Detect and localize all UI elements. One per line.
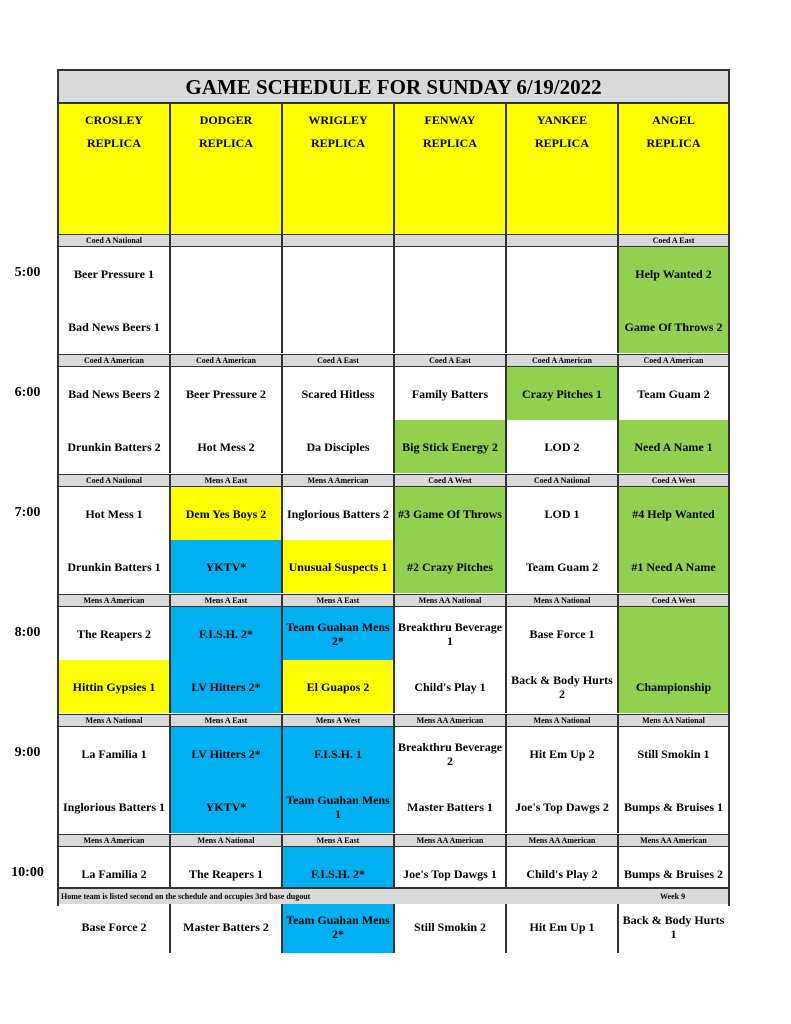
field-name: CROSLEY xyxy=(84,113,143,127)
time-slot xyxy=(59,607,728,713)
division-label: Mens AA National xyxy=(395,594,507,607)
home-team-cell: Need A Name 1 xyxy=(619,420,728,473)
footer-note: Home team is listed second on the schedule and occupies 3rd base dugout xyxy=(61,892,311,901)
division-label: Coed A National xyxy=(59,234,171,247)
field-header-angel xyxy=(619,104,728,234)
division-label xyxy=(507,234,619,247)
field-name: FENWAY xyxy=(424,113,476,127)
schedule-sheet xyxy=(57,69,730,941)
field-header-fenway xyxy=(395,104,507,234)
home-team-cell: Master Batters 2 xyxy=(171,900,283,953)
home-team-cell: Big Stick Energy 2 xyxy=(395,420,507,473)
field-name: YANKEE xyxy=(536,113,588,127)
home-team-cell: LV Hitters 2* xyxy=(171,660,283,713)
division-label: Coed A American xyxy=(619,354,728,367)
field-header-dodger xyxy=(171,104,283,234)
home-team-cell: Bad News Beers 1 xyxy=(59,300,171,353)
division-label: Mens A National xyxy=(507,594,619,607)
away-team-cell xyxy=(395,247,507,300)
division-row xyxy=(59,834,728,847)
away-team-cell: LV Hitters 2* xyxy=(171,727,283,780)
division-label: Mens A American xyxy=(59,594,171,607)
division-label: Coed A East xyxy=(619,234,728,247)
division-label: Mens A East xyxy=(283,594,395,607)
home-team-cell: Child's Play 1 xyxy=(395,660,507,713)
away-team-cell: Breakthru Beverage 1 xyxy=(395,607,507,660)
away-team-cell: F.I.S.H. 2* xyxy=(171,607,283,660)
away-team-cell: Team Guahan Mens 2* xyxy=(283,607,395,660)
away-team-cell: Inglorious Batters 2 xyxy=(283,487,395,540)
time-slot xyxy=(59,487,728,593)
field-header-wrigley xyxy=(283,104,395,234)
away-team-cell: La Familia 2 xyxy=(59,847,171,900)
away-team-cell xyxy=(283,247,395,300)
time-label: 5:00 xyxy=(14,265,41,280)
field-header-row xyxy=(59,104,728,234)
division-row xyxy=(59,594,728,607)
home-team-cell: Team Guahan Mens 1 xyxy=(283,780,395,833)
away-team-cell: The Reapers 1 xyxy=(171,847,283,900)
division-label: Mens A West xyxy=(283,714,395,727)
home-team-cell: #1 Need A Name xyxy=(619,540,728,593)
field-header-yankee xyxy=(507,104,619,234)
field-name: ANGEL xyxy=(652,113,695,127)
division-row xyxy=(59,234,728,247)
home-team-cell xyxy=(395,300,507,353)
away-team-cell: #4 Help Wanted xyxy=(619,487,728,540)
home-team-cell: Bumps & Bruises 1 xyxy=(619,780,728,833)
division-label: Mens AA American xyxy=(395,714,507,727)
division-label: Mens AA American xyxy=(619,834,728,847)
away-team-cell: Breakthru Beverage 2 xyxy=(395,727,507,780)
page-title: GAME SCHEDULE FOR SUNDAY 6/19/2022 xyxy=(59,71,728,104)
home-team-cell: Joe's Top Dawgs 2 xyxy=(507,780,619,833)
field-name: DODGER xyxy=(199,113,253,127)
away-team-cell: Family Batters xyxy=(395,367,507,420)
home-team-cell: Drunkin Batters 1 xyxy=(59,540,171,593)
away-team-cell: Beer Pressure 1 xyxy=(59,247,171,300)
footer xyxy=(59,887,728,904)
division-label: Mens A National xyxy=(59,714,171,727)
away-team-cell xyxy=(619,607,728,660)
away-team-cell: Dem Yes Boys 2 xyxy=(171,487,283,540)
home-team-cell: #2 Crazy Pitches xyxy=(395,540,507,593)
home-team-cell: Da Disciples xyxy=(283,420,395,473)
away-team-cell: Bumps & Bruises 2 xyxy=(619,847,728,900)
home-team-cell: El Guapos 2 xyxy=(283,660,395,713)
division-label: Mens A East xyxy=(283,834,395,847)
away-team-cell: Crazy Pitches 1 xyxy=(507,367,619,420)
time-slot xyxy=(59,247,728,353)
time-label: 10:00 xyxy=(11,865,44,880)
home-team-cell: Game Of Throws 2 xyxy=(619,300,728,353)
home-team-cell: LOD 2 xyxy=(507,420,619,473)
home-team-cell: Team Guam 2 xyxy=(507,540,619,593)
away-team-cell: Bad News Beers 2 xyxy=(59,367,171,420)
division-label: Coed A East xyxy=(283,354,395,367)
division-label: Coed A American xyxy=(507,354,619,367)
home-team-cell xyxy=(283,300,395,353)
home-team-cell: Hit Em Up 1 xyxy=(507,900,619,953)
home-team-cell: Unusual Suspects 1 xyxy=(283,540,395,593)
away-team-cell: Beer Pressure 2 xyxy=(171,367,283,420)
away-team-cell: F.I.S.H. 2* xyxy=(283,847,395,900)
field-kind: REPLICA xyxy=(86,136,141,150)
away-team-cell xyxy=(507,247,619,300)
division-label: Mens A East xyxy=(171,714,283,727)
field-name: WRIGLEY xyxy=(308,113,368,127)
division-row xyxy=(59,354,728,367)
division-label: Coed A East xyxy=(395,354,507,367)
away-team-cell: Help Wanted 2 xyxy=(619,247,728,300)
time-label: 8:00 xyxy=(14,625,41,640)
home-team-cell: Championship xyxy=(619,660,728,713)
away-team-cell: Hot Mess 1 xyxy=(59,487,171,540)
home-team-cell: Inglorious Batters 1 xyxy=(59,780,171,833)
division-label: Coed A National xyxy=(507,474,619,487)
division-label: Coed A West xyxy=(619,594,728,607)
week-label: Week 9 xyxy=(660,892,686,901)
away-team-cell: Hit Em Up 2 xyxy=(507,727,619,780)
division-label: Mens A National xyxy=(171,834,283,847)
time-slot xyxy=(59,727,728,833)
division-label: Mens A American xyxy=(59,834,171,847)
away-team-cell: LOD 1 xyxy=(507,487,619,540)
division-label xyxy=(171,234,283,247)
division-label: Mens A National xyxy=(507,714,619,727)
away-team-cell xyxy=(171,247,283,300)
division-row xyxy=(59,714,728,727)
division-label: Mens A American xyxy=(283,474,395,487)
division-label: Coed A West xyxy=(395,474,507,487)
away-team-cell: #3 Game Of Throws xyxy=(395,487,507,540)
home-team-cell: Hot Mess 2 xyxy=(171,420,283,473)
division-label: Coed A West xyxy=(619,474,728,487)
division-label: Coed A National xyxy=(59,474,171,487)
division-label: Mens AA American xyxy=(395,834,507,847)
home-team-cell: Hittin Gypsies 1 xyxy=(59,660,171,713)
division-label: Mens AA American xyxy=(507,834,619,847)
division-label: Mens A East xyxy=(171,474,283,487)
field-kind: REPLICA xyxy=(534,136,589,150)
time-slot xyxy=(59,367,728,473)
home-team-cell xyxy=(171,300,283,353)
away-team-cell: Child's Play 2 xyxy=(507,847,619,900)
field-kind: REPLICA xyxy=(198,136,253,150)
away-team-cell: F.I.S.H. 1 xyxy=(283,727,395,780)
division-label xyxy=(395,234,507,247)
division-label: Coed A American xyxy=(171,354,283,367)
time-label: 6:00 xyxy=(14,385,41,400)
division-label: Mens AA National xyxy=(619,714,728,727)
division-row xyxy=(59,474,728,487)
away-team-cell: Scared Hitless xyxy=(283,367,395,420)
home-team-cell: Back & Body Hurts 2 xyxy=(507,660,619,713)
home-team-cell: YKTV* xyxy=(171,780,283,833)
home-team-cell: Team Guahan Mens 2* xyxy=(283,900,395,953)
away-team-cell: Still Smokin 1 xyxy=(619,727,728,780)
field-kind: REPLICA xyxy=(646,136,701,150)
time-label: 9:00 xyxy=(14,745,41,760)
away-team-cell: The Reapers 2 xyxy=(59,607,171,660)
division-label xyxy=(283,234,395,247)
division-label: Coed A American xyxy=(59,354,171,367)
home-team-cell: Drunkin Batters 2 xyxy=(59,420,171,473)
home-team-cell: Base Force 2 xyxy=(59,900,171,953)
away-team-cell: La Familia 1 xyxy=(59,727,171,780)
home-team-cell: Back & Body Hurts 1 xyxy=(619,900,728,953)
time-label: 7:00 xyxy=(14,505,41,520)
field-header-crosley xyxy=(59,104,171,234)
home-team-cell: Master Batters 1 xyxy=(395,780,507,833)
home-team-cell: YKTV* xyxy=(171,540,283,593)
away-team-cell: Base Force 1 xyxy=(507,607,619,660)
home-team-cell: Still Smokin 2 xyxy=(395,900,507,953)
division-label: Mens A East xyxy=(171,594,283,607)
field-kind: REPLICA xyxy=(310,136,365,150)
away-team-cell: Team Guam 2 xyxy=(619,367,728,420)
field-kind: REPLICA xyxy=(422,136,477,150)
away-team-cell: Joe's Top Dawgs 1 xyxy=(395,847,507,900)
home-team-cell xyxy=(507,300,619,353)
